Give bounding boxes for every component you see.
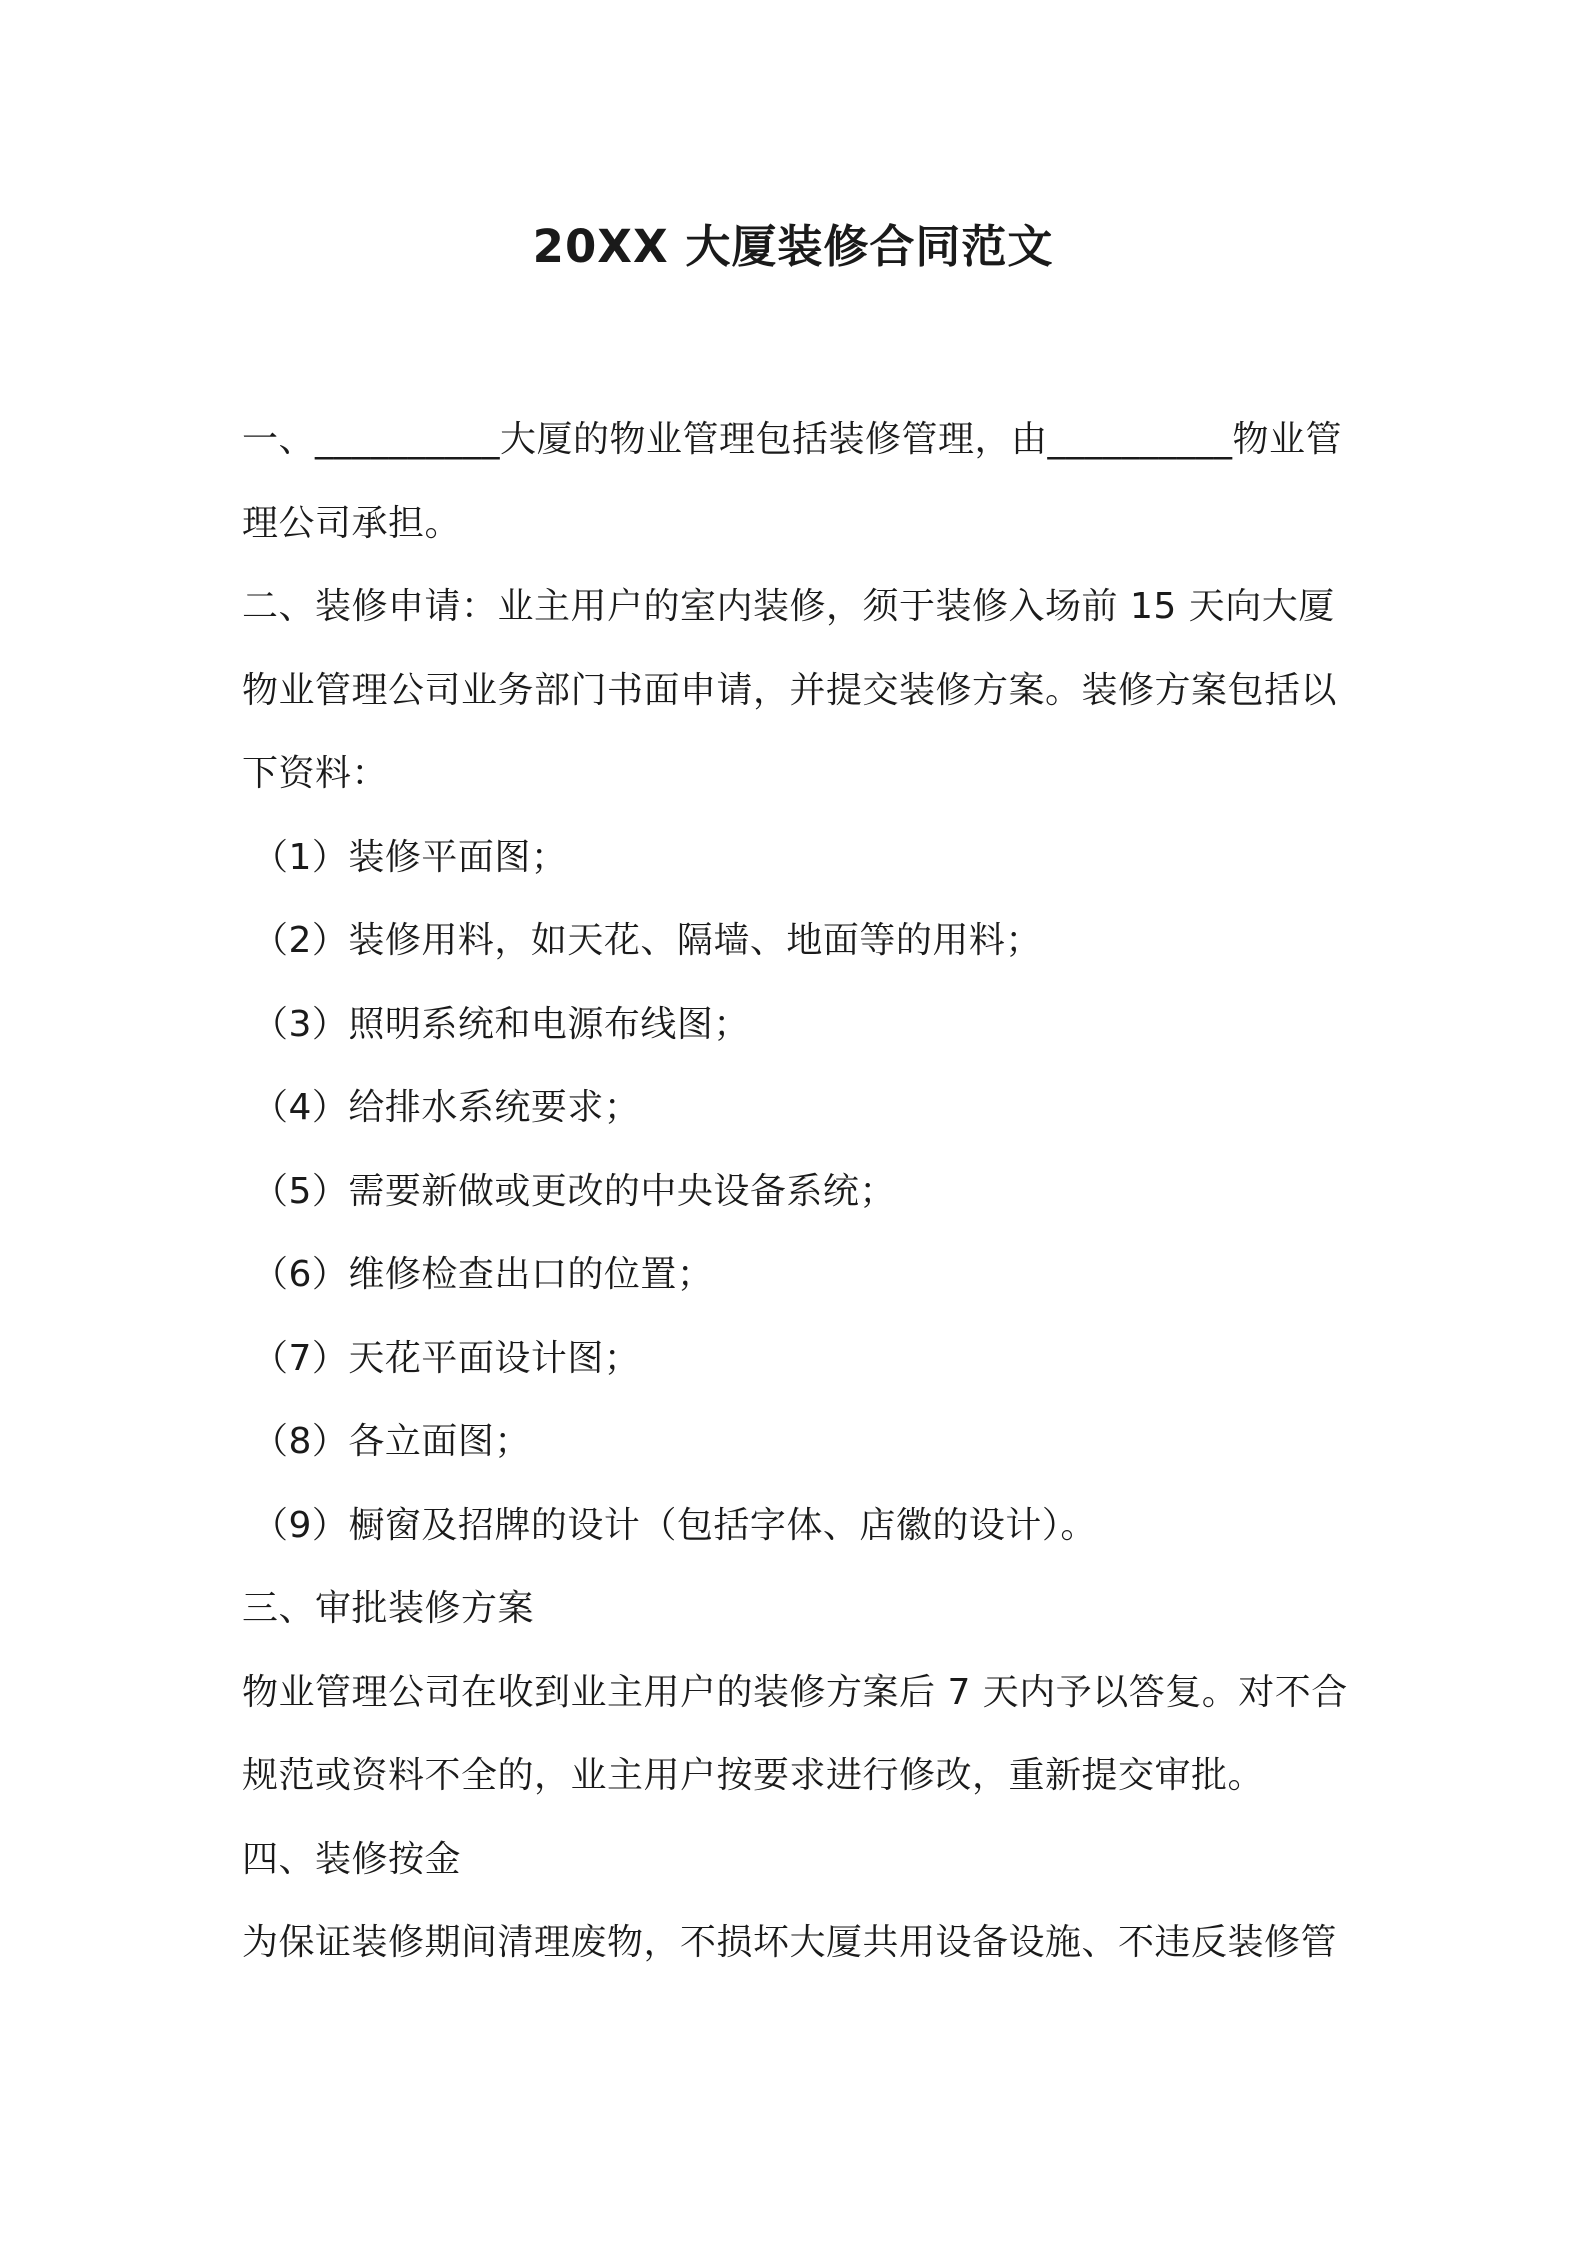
list-item: （6）维修检查出口的位置； [252,1254,714,1295]
paragraph-line: 下资料： [242,753,389,794]
document-title: 20XX 大厦装修合同范文 [532,220,1054,273]
list-item: （8）各立面图； [252,1421,531,1462]
list-item: （7）天花平面设计图； [252,1337,641,1379]
paragraph-line: 物业管理公司业务部门书面申请，并提交装修方案。装修方案包括以 [242,669,1338,711]
list-item: （4）给排水系统要求； [252,1087,641,1128]
list-item: （1）装修平面图； [252,836,568,878]
paragraph-line: 理公司承担。 [242,502,462,544]
section-heading: 三、审批装修方案 [242,1588,535,1629]
paragraph-line: 一、__________大厦的物业管理包括装修管理，由__________物业管 [242,419,1343,460]
document-body [242,398,1362,1985]
paragraph-line: 物业管理公司在收到业主用户的装修方案后 7 天内予以答复。对不合 [242,1671,1348,1713]
list-item: （5）需要新做或更改的中央设备系统； [252,1170,896,1212]
paragraph-line: 为保证装修期间清理废物，不损坏大厦共用设备设施、不违反装修管 [242,1922,1338,1963]
list-item: （3）照明系统和电源布线图； [252,1003,750,1045]
paragraph-line: 规范或资料不全的，业主用户按要求进行修改，重新提交审批。 [242,1755,1265,1796]
list-item: （2）装修用料，如天花、隔墙、地面等的用料； [252,920,1042,961]
section-heading: 四、装修按金 [242,1838,462,1880]
list-item: （9）橱窗及招牌的设计（包括字体、店徽的设计）。 [252,1504,1097,1546]
paragraph-line: 二、装修申请：业主用户的室内装修，须于装修入场前 15 天向大厦 [242,586,1335,627]
